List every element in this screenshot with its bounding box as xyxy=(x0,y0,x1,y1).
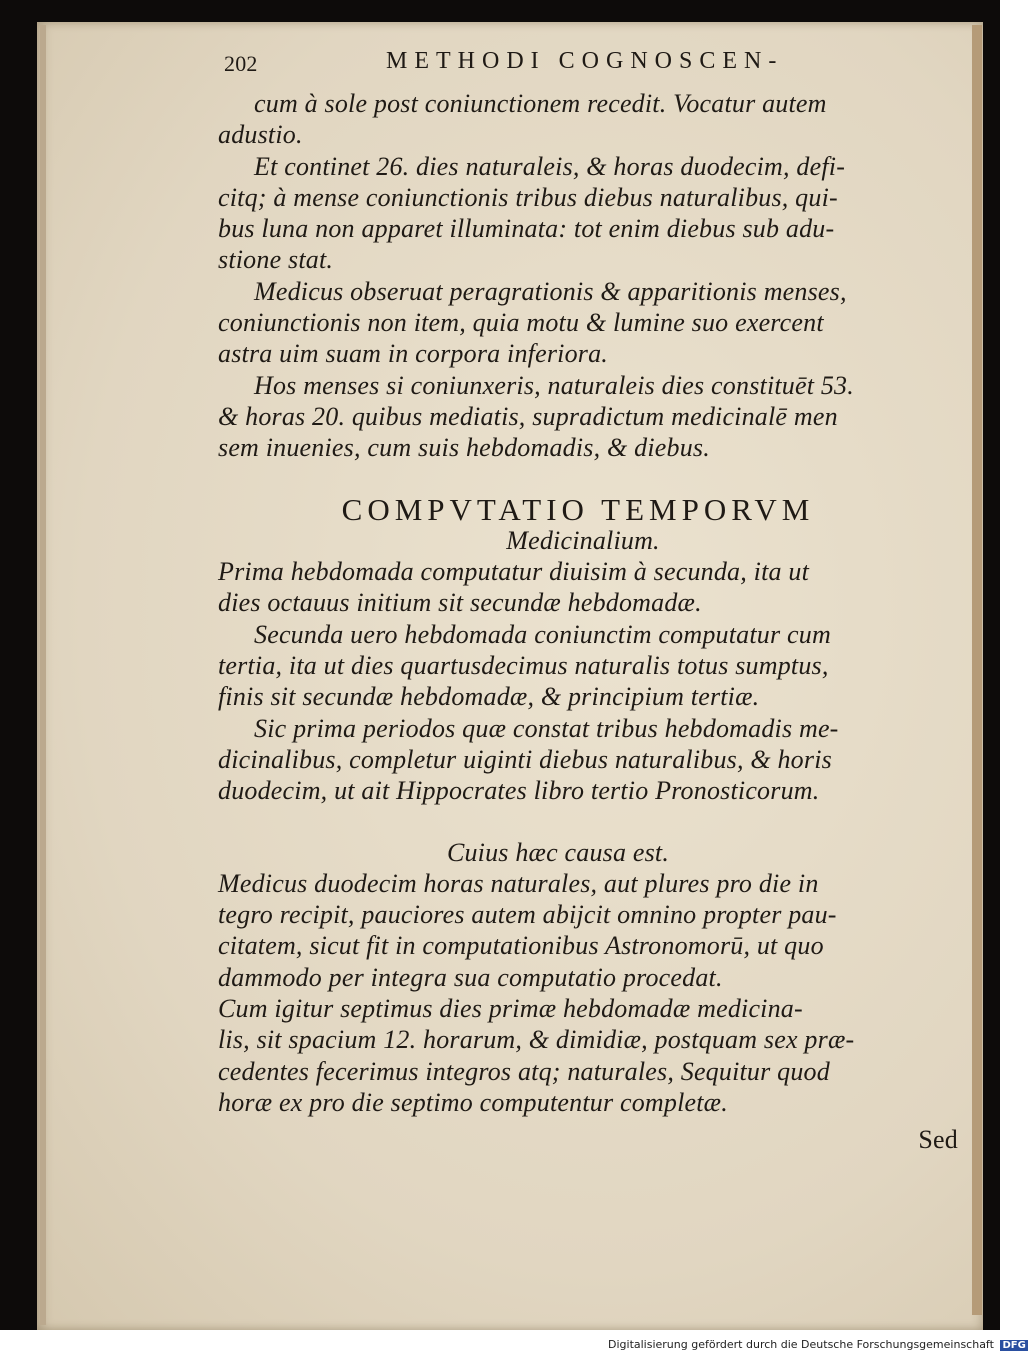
text-line: Cum igitur septimus dies primæ hebdomadæ medicina- xyxy=(218,994,803,1024)
text-line: Secunda uero hebdomada coniunctim computatur cum xyxy=(254,619,831,649)
text-line: citatem, sicut fit in computationibus Astronomorū, ut quo xyxy=(218,931,824,961)
digitization-credit xyxy=(608,1338,1028,1351)
text-line: & horas 20. quibus mediatis, supradictum medicinalē men xyxy=(218,401,838,431)
section-subheading: Medicinalium. xyxy=(506,525,660,555)
page-fore-edge xyxy=(972,25,982,1315)
page-text xyxy=(218,48,958,1156)
catchword: Sed xyxy=(918,1125,958,1155)
spacer xyxy=(218,464,958,494)
text-line: lis, sit spacium 12. horarum, & dimidiæ, postquam sex præ- xyxy=(218,1025,855,1055)
text-line: stione stat. xyxy=(218,245,334,275)
text-line: citq; à mense coniunctionis tribus diebus naturalibus, qui- xyxy=(218,182,838,212)
credit-text: Digitalisierung gefördert durch die Deutsche Forschungsgemeinschaft xyxy=(608,1338,994,1351)
text-line: dies octauus initium sit secundæ hebdomadæ. xyxy=(218,588,702,618)
centered-subheading: Cuius hæc causa est. xyxy=(446,837,670,867)
spacer xyxy=(218,807,958,837)
running-header xyxy=(218,48,958,88)
text-line: dammodo per integra sua computatio procedat. xyxy=(218,962,723,992)
text-line: Medicus duodecim horas naturales, aut plures pro die in xyxy=(218,868,819,898)
text-line: Prima hebdomada computatur diuisim à secunda, ita ut xyxy=(218,557,810,587)
text-line: cedentes fecerimus integros atq; naturales, Sequitur quod xyxy=(218,1056,830,1086)
section-heading: COMPVTATIO TEMPORVM xyxy=(341,491,815,527)
page-number: 202 xyxy=(224,51,258,76)
text-line: bus luna non apparet illuminata: tot enim diebus sub adu- xyxy=(218,214,835,244)
text-line: Medicus obseruat peragrationis & apparitionis menses, xyxy=(254,276,847,306)
text-line: cum à sole post coniunctionem recedit. Vocatur autem xyxy=(254,89,827,118)
page-gutter-edge xyxy=(40,25,46,1325)
text-line: Sic prima periodos quæ constat tribus hebdomadis me- xyxy=(254,713,839,743)
text-line: tegro recipit, pauciores autem abijcit omnino propter pau- xyxy=(218,900,837,930)
text-line: Hos menses si coniunxeris, naturaleis dies constituēt 53. xyxy=(254,370,854,400)
text-line: horæ ex pro die septimo computentur completæ. xyxy=(218,1087,728,1117)
text-line: finis sit secundæ hebdomadæ, & principium tertiæ. xyxy=(218,682,760,712)
text-line: dicinalibus, completur uiginti diebus naturalibus, & horis xyxy=(218,744,832,774)
text-line: astra uim suam in corpora inferiora. xyxy=(218,339,609,369)
text-line: duodecim, ut ait Hippocrates libro tertio Pronosticorum. xyxy=(218,776,820,806)
text-line: Et continet 26. dies naturaleis, & horas duodecim, defi- xyxy=(254,151,846,181)
text-line: tertia, ita ut dies quartusdecimus naturalis totus sumptus, xyxy=(218,651,829,681)
text-line: sem inuenies, cum suis hebdomadis, & diebus. xyxy=(218,433,710,463)
text-line: coniunctionis non item, quia motu & lumine suo exercent xyxy=(218,308,824,338)
dfg-logo-icon: DFG xyxy=(1002,1340,1026,1351)
running-head-title: METHODI COGNOSCEN- xyxy=(386,48,784,74)
text-line: adustio. xyxy=(218,120,303,150)
